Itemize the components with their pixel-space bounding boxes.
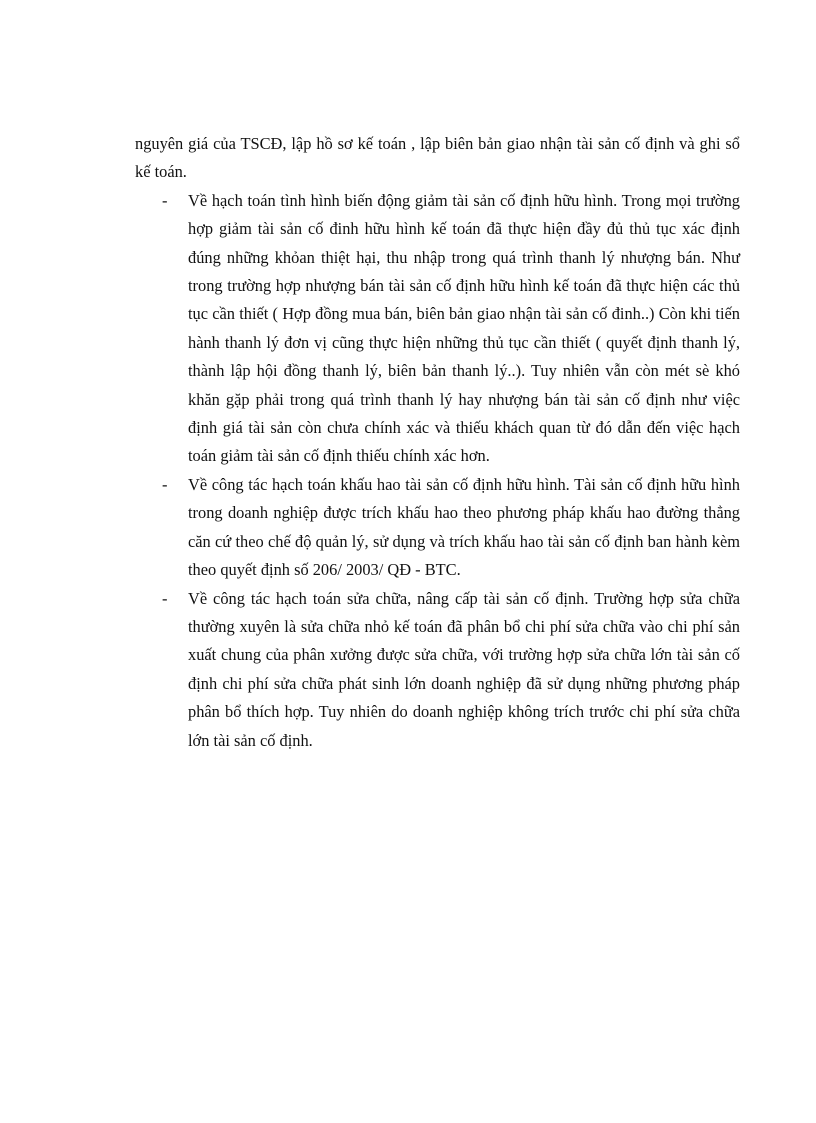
bullet-list	[135, 187, 740, 755]
body-text	[135, 130, 740, 755]
bullet-dash: -	[162, 474, 168, 494]
list-item-text: Về hạch toán tình hình biến động giảm tài sản cố định hữu hình. Trong mọi trường hợp giảm tài sản cố đinh hữu hình kế toán đã thực hiện đầy đủ thủ tục xác định đúng những khỏan thiệt hại, thu nhập trong quá trình thanh lý nhượng bán. Như trong trường hợp nhượng bán tài sản cố định hữu hình kế toán đã thực hiện các thủ tục cần thiết ( Hợp đồng mua bán, biên bản giao nhận tài sản cố đinh..) Còn khi tiến hành thanh lý đơn vị cũng thực hiện những thủ tục cần thiết ( quyết định thanh lý, thành lập hội đồng thanh lý, biên bản thanh lý..). Tuy nhiên vẫn còn mét sè khó khăn gặp phải trong quá trình thanh lý hay nhượng bán tài sản cố định như việc định giá tài sản còn chưa chính xác và thiếu khách quan từ đó dẫn đến việc hạch toán giảm tài sản cố định thiếu chính xác hơn.	[188, 190, 740, 466]
list-item-text: Về công tác hạch toán sửa chữa, nâng cấp tài sản cố định. Trường hợp sửa chữa thường xuyên là sửa chữa nhỏ kế toán đã phân bổ chi phí sửa chữa vào chi phí sản xuất chung của phân xưởng được sửa chữa, với trường hợp sửa chữa lớn tài sản cố định chi phí sửa chữa phát sinh lớn doanh nghiệp đã sử dụng những phương pháp phân bổ thích hợp. Tuy nhiên do doanh nghiệp không trích trước chi phí sửa chữa lớn tài sản cố định.	[188, 588, 740, 750]
intro-paragraph: nguyên giá của TSCĐ, lập hồ sơ kế toán , lập biên bản giao nhận tài sản cố định và ghi sổ kế toán.	[135, 134, 740, 182]
list-item	[135, 585, 740, 755]
bullet-dash: -	[162, 588, 168, 608]
list-item-text: Về công tác hạch toán khấu hao tài sản cố định hữu hình. Tài sản cố định hữu hình trong doanh nghiệp được trích khấu hao theo phương pháp khấu hao đường thẳng căn cứ theo chế độ quản lý, sử dụng và trích khấu hao tài sản cố định ban hành kèm theo quyết định số 206/ 2003/ QĐ - BTC.	[188, 474, 740, 580]
bullet-dash: -	[162, 190, 168, 210]
list-item	[135, 187, 740, 471]
list-item	[135, 471, 740, 585]
